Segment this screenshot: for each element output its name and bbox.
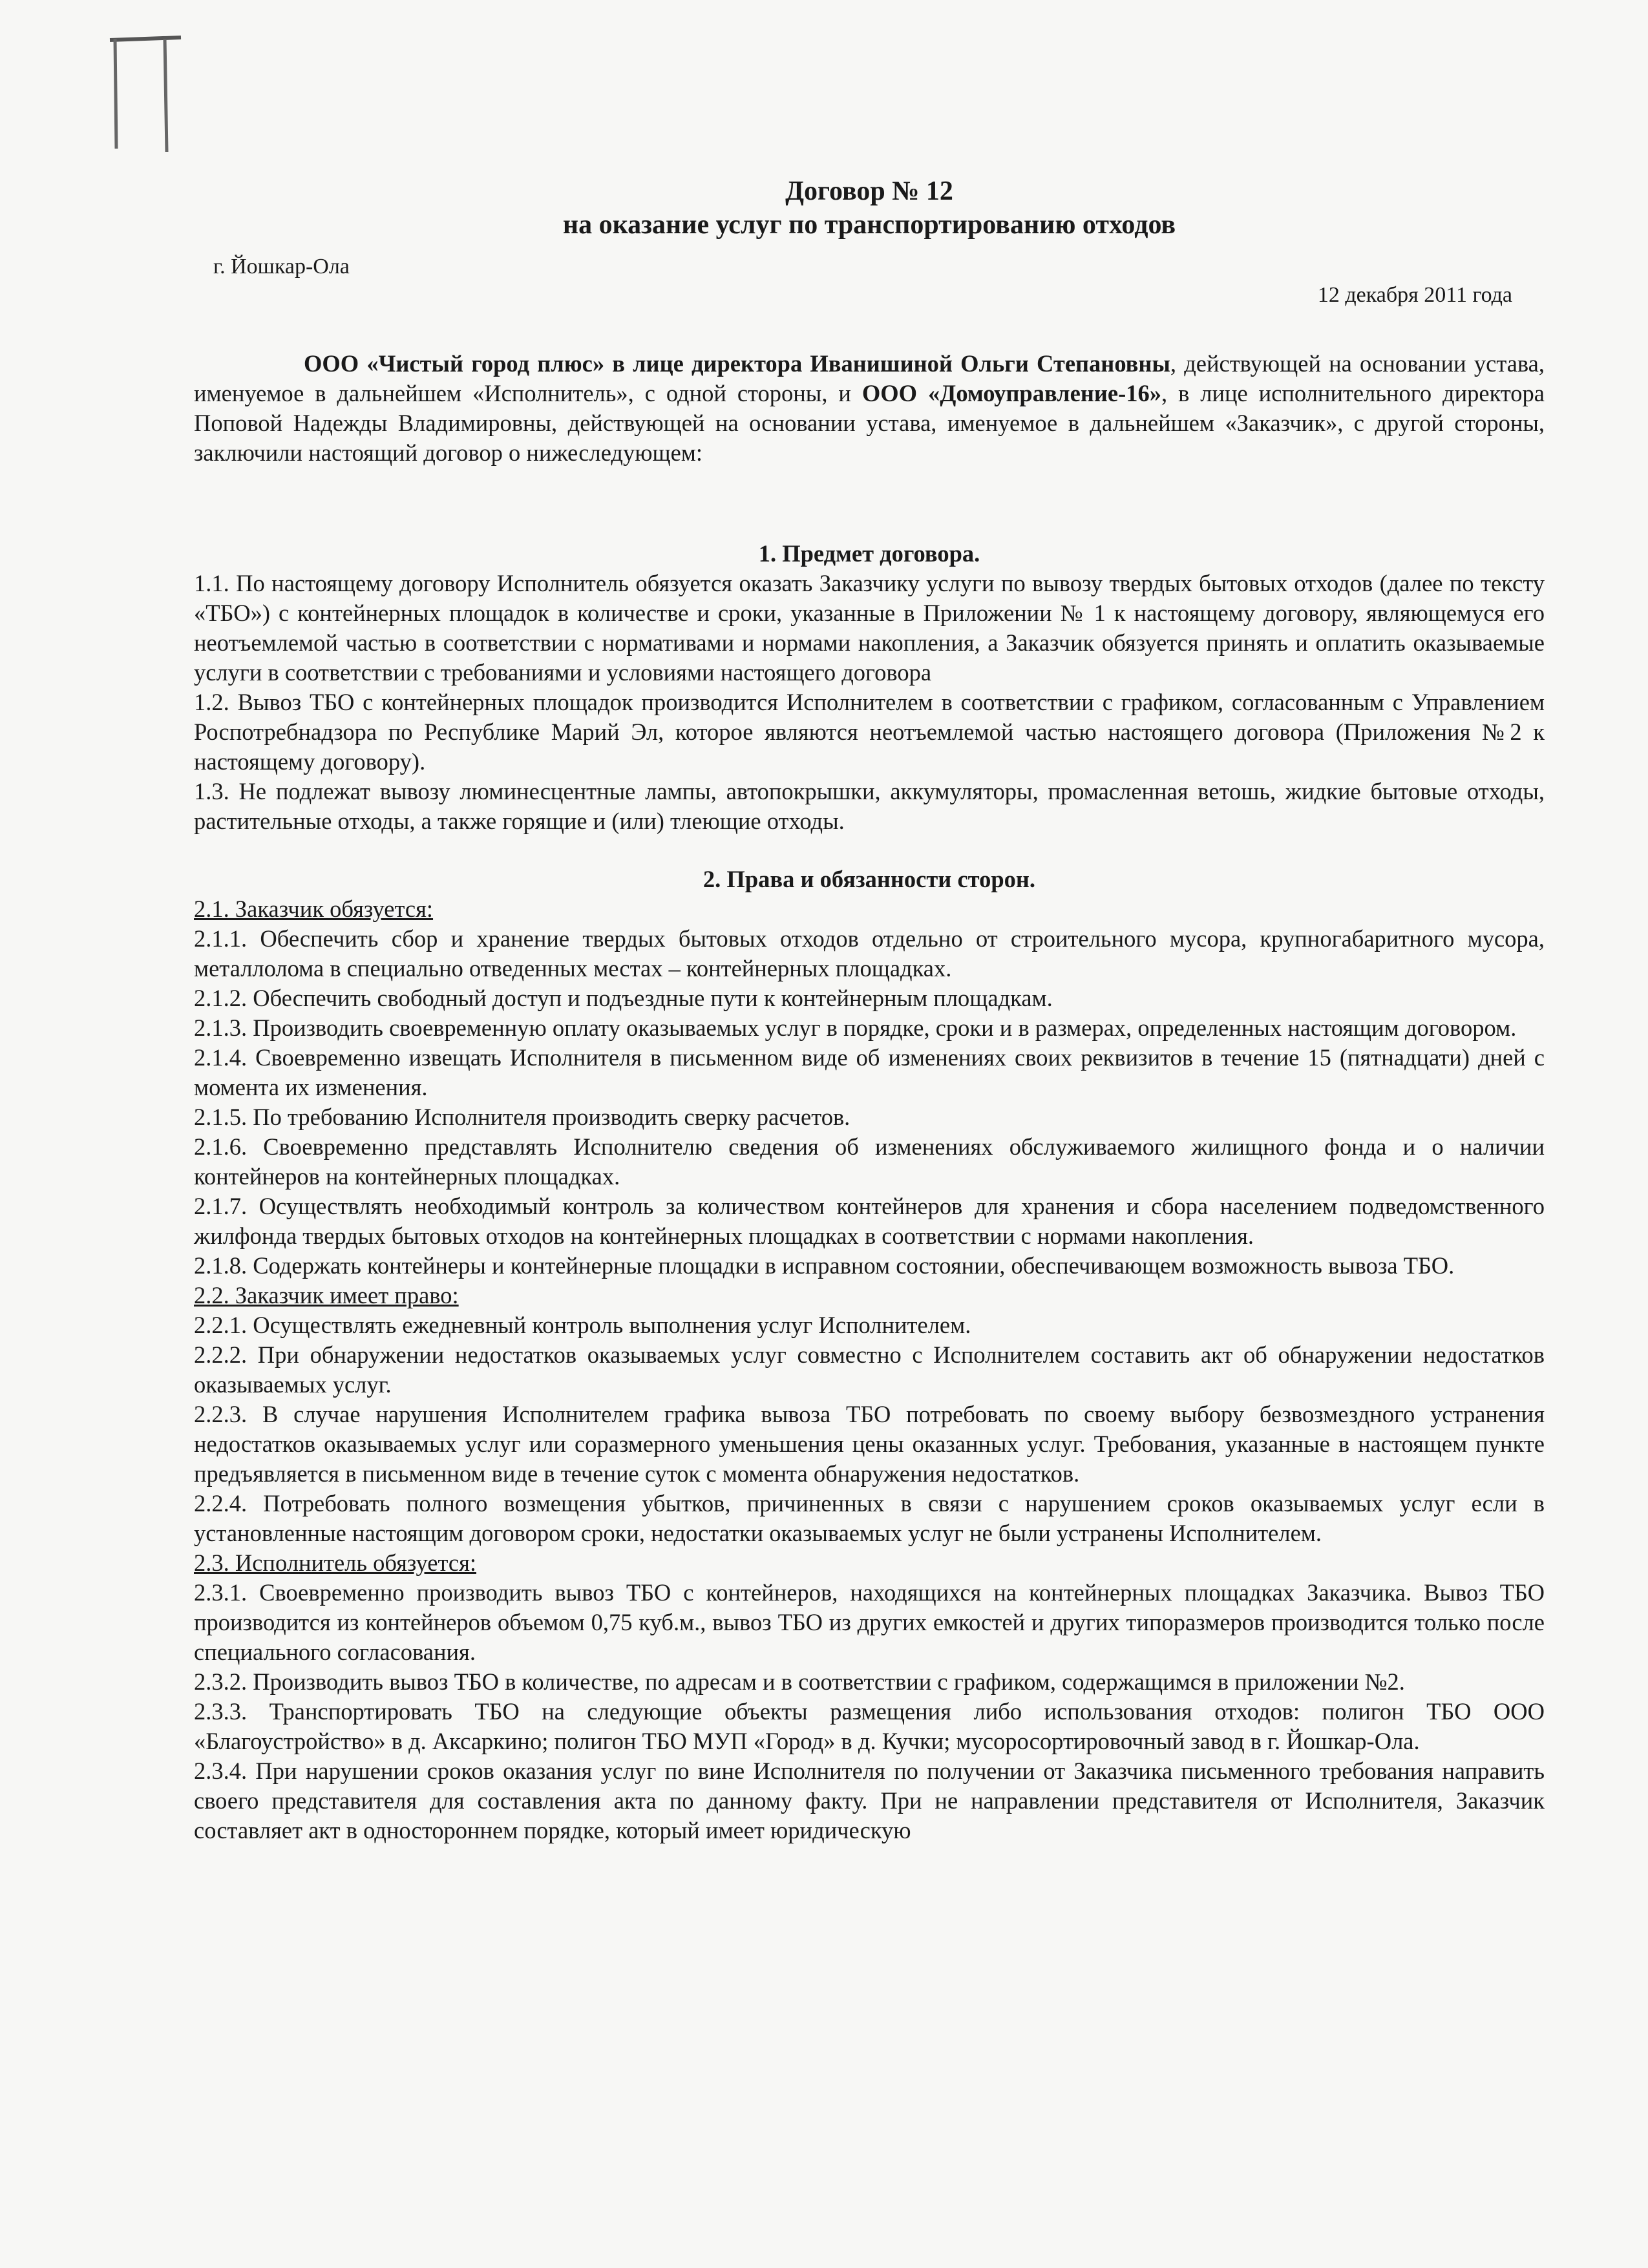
clause-1-2: 1.2. Вывоз ТБО с контейнерных площадок производится Исполнителем в соответствии с графиком, согласованным с Управлением Роспотребнадзора по Республике Марий Эл, которое являются неотъемлемой частью настоящего договора (Приложения №2 к настоящему договору). bbox=[194, 689, 1545, 775]
clause-1-3: 1.3. Не подлежат вывозу люминесцентные лампы, автопокрышки, аккумуляторы, промасленная ветошь, жидкие бытовые отходы, растительные отходы, а также горящие и (или) тлеющие отходы. bbox=[194, 778, 1545, 834]
preamble-text-1: , действующей на основании устава, именуемое в дальнейшем «Исполнитель», с одной стороны, и bbox=[194, 350, 1545, 406]
city: г. Йошкар-Ола bbox=[213, 255, 350, 278]
clause-2-1-8: 2.1.8. Содержать контейнеры и контейнерные площадки в исправном состоянии, обеспечивающем возможность вывоза ТБО. bbox=[194, 1252, 1455, 1279]
contract-document bbox=[194, 174, 1545, 1845]
clause-2-2-1: 2.2.1. Осуществлять ежедневный контроль выполнения услуг Исполнителем. bbox=[194, 1312, 971, 1338]
section-1-title: 1. Предмет договора. bbox=[758, 540, 980, 567]
subsection-2-3: 2.3. Исполнитель обязуется: bbox=[194, 1549, 477, 1576]
contract-date: 12 декабря 2011 года bbox=[1317, 283, 1512, 307]
party-executor: ООО «Чистый город плюс» в лице директора Иванишиной Ольги Степановны bbox=[304, 350, 1170, 377]
clause-2-3-3: 2.3.3. Транспортировать ТБО на следующие объекты размещения либо использования отходов: полигон ТБО ООО «Благоустройство» в д. Аксаркино; полигон ТБО МУП «Город» в д. Кучки; мусоросортировочный завод в г. Йошкар-Ола. bbox=[194, 1698, 1545, 1754]
document-title: Договор № 12 bbox=[785, 176, 953, 206]
party-customer: ООО «Домоуправление-16» bbox=[861, 380, 1162, 406]
preamble bbox=[194, 349, 1545, 468]
clause-2-2-4: 2.2.4. Потребовать полного возмещения убытков, причиненных в связи с нарушением сроков оказываемых услуг если в установленные настоящим договором сроки, недостатки оказываемых услуг не были устранены Исполнителем. bbox=[194, 1490, 1545, 1546]
clause-2-1-7: 2.1.7. Осуществлять необходимый контроль за количеством контейнеров для хранения и сбора населением подведомственного жилфонда твердых бытовых отходов на контейнерных площадках в соответствии с нормами накопления. bbox=[194, 1193, 1545, 1249]
clause-2-1-2: 2.1.2. Обеспечить свободный доступ и подъездные пути к контейнерным площадкам. bbox=[194, 985, 1053, 1011]
subsection-2-2: 2.2. Заказчик имеет право: bbox=[194, 1282, 459, 1308]
subsection-2-1: 2.1. Заказчик обязуется: bbox=[194, 896, 434, 922]
clause-2-3-2: 2.3.2. Производить вывоз ТБО в количестве, по адресам и в соответствии с графиком, содержащимся в приложении №2. bbox=[194, 1668, 1405, 1695]
clause-2-2-3: 2.2.3. В случае нарушения Исполнителем графика вывоза ТБО потребовать по своему выбору безвозмездного устранения недостатков оказываемых услуг или соразмерного уменьшения цены оказанных услуг. Требования, указанные в настоящем пункте предъявляется в письменном виде в течение суток с момента обнаружения недостатков. bbox=[194, 1401, 1545, 1487]
place-date-row bbox=[194, 252, 1545, 314]
clause-2-3-1: 2.3.1. Своевременно производить вывоз ТБО с контейнеров, находящихся на контейнерных площадках Заказчика. Вывоз ТБО производится из контейнеров объемом 0,75 куб.м., вывоз ТБО из других емкостей и других типоразмеров производится только после специального согласования. bbox=[194, 1579, 1545, 1665]
clause-2-1-1: 2.1.1. Обеспечить сбор и хранение твердых бытовых отходов отдельно от строительного мусора, крупногабаритного мусора, металлолома в специально отведенных местах – контейнерных площадках. bbox=[194, 925, 1545, 982]
clause-2-1-3: 2.1.3. Производить своевременную оплату оказываемых услуг в порядке, сроки и в размерах, определенных настоящим договором. bbox=[194, 1014, 1517, 1041]
clause-2-2-2: 2.2.2. При обнаружении недостатков оказываемых услуг совместно с Исполнителем составить акт об обнаружении недостатков оказываемых услуг. bbox=[194, 1341, 1545, 1398]
clause-2-1-6: 2.1.6. Своевременно представлять Исполнителю сведения об изменениях обслуживаемого жилищного фонда и о наличии контейнеров на контейнерных площадках. bbox=[194, 1133, 1545, 1190]
clause-1-1: 1.1. По настоящему договору Исполнитель обязуется оказать Заказчику услуги по вывозу твердых бытовых отходов (далее по тексту «ТБО») с контейнерных площадок в количестве и сроки, указанные в Приложении № 1 к настоящему договору, являющемуся его неотъемлемой частью в соответствии с нормативами и нормами накопления, а Заказчик обязуется принять и оплатить оказываемые услуги в соответствии с требованиями и условиями настоящего договора bbox=[194, 570, 1545, 686]
clause-2-1-5: 2.1.5. По требованию Исполнителя производить сверку расчетов. bbox=[194, 1104, 850, 1130]
clause-2-3-4: 2.3.4. При нарушении сроков оказания услуг по вине Исполнителя по получении от Заказчика письменного требования направить своего представителя для составления акта по данному факту. При не направлении представителя от Исполнителя, Заказчик составляет акт в одностороннем порядке, который имеет юридическую bbox=[194, 1758, 1545, 1843]
section-2-title: 2. Права и обязанности сторон. bbox=[703, 866, 1036, 892]
document-subtitle: на оказание услуг по транспортированию отходов bbox=[562, 210, 1176, 240]
page-corner-mark bbox=[103, 32, 187, 155]
preamble-text-2: , в лице исполнительного директора Поповой Надежды Владимировны, действующей на основании устава, именуемое в дальнейшем «Заказчик», с другой стороны, заключили настоящий договор о нижеследующем: bbox=[194, 380, 1545, 466]
clause-2-1-4: 2.1.4. Своевременно извещать Исполнителя в письменном виде об изменениях своих реквизитов в течение 15 (пятнадцати) дней с момента их изменения. bbox=[194, 1044, 1545, 1100]
